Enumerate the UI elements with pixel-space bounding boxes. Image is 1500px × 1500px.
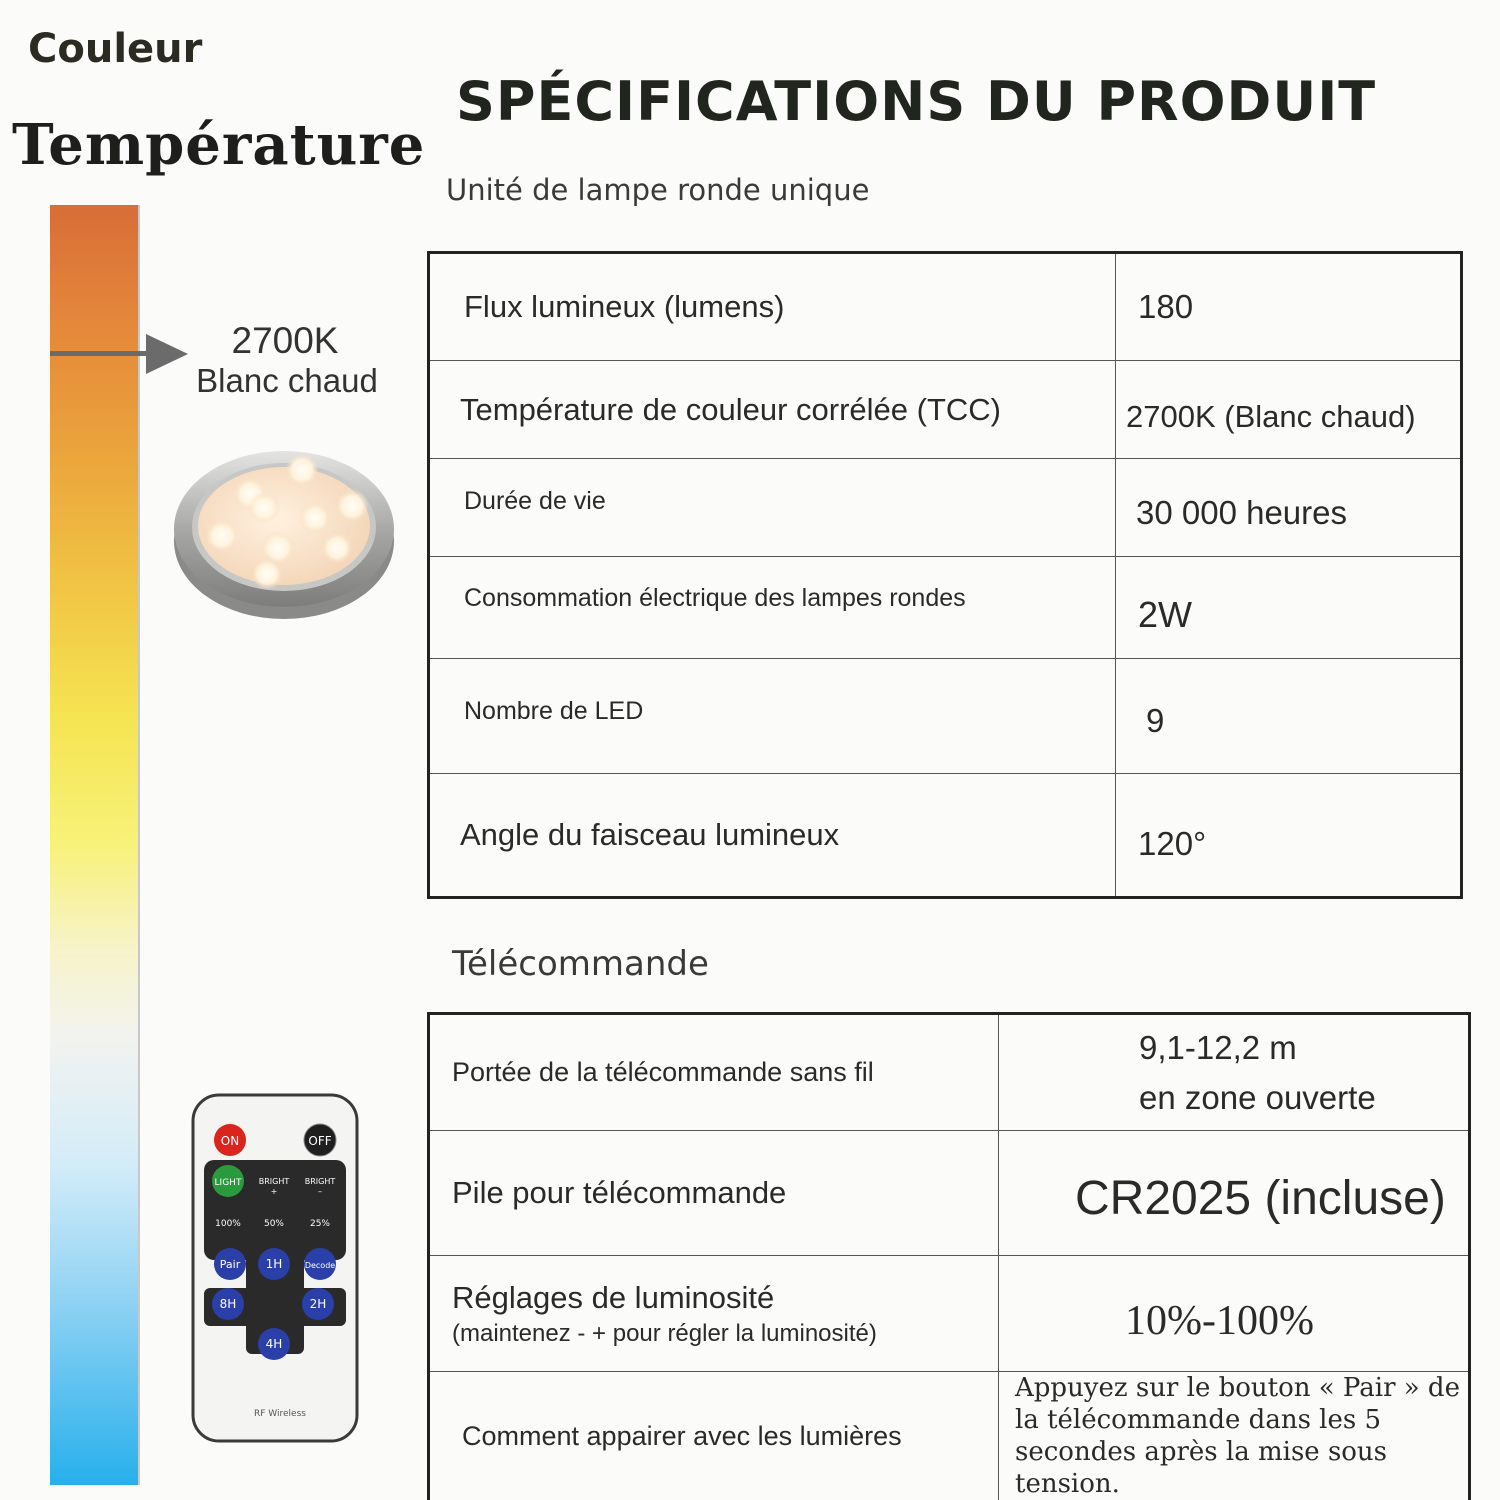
remote-brand-label: RF Wireless [254, 1409, 306, 1419]
table-row [429, 774, 1462, 898]
spec-label: Consommation électrique des lampes rondes [429, 557, 1116, 659]
round-led-lamp-image [172, 436, 396, 622]
table-row [429, 1256, 1470, 1372]
spec-label-sub: (maintenez - + pour régler la luminosité) [452, 1319, 877, 1347]
spec-value: 2700K (Blanc chaud) [1116, 361, 1462, 459]
color-temperature-gradient-bar [50, 205, 140, 1485]
light-button-label: LIGHT [214, 1178, 242, 1188]
temperature-label: Température [12, 112, 426, 178]
table-row [429, 253, 1462, 361]
spec-label: Pile pour télécommande [429, 1131, 999, 1256]
marker-kelvin-value: 2700K [231, 320, 339, 361]
lamp-spec-table [427, 251, 1463, 899]
bright-plus-label: BRIGHT [258, 1177, 290, 1186]
table-row [429, 557, 1462, 659]
spec-label: Angle du faisceau lumineux [429, 774, 1116, 898]
remote-spec-table [427, 1012, 1471, 1500]
table-row [429, 659, 1462, 774]
spec-value: 9 [1116, 659, 1462, 774]
remote-control-image [190, 1092, 360, 1444]
page-title: SPÉCIFICATIONS DU PRODUIT [456, 70, 1377, 133]
spec-value: 2W [1116, 557, 1462, 659]
table-row [429, 1131, 1470, 1256]
off-button-label: OFF [308, 1134, 332, 1148]
spec-value: Appuyez sur le bouton « Pair » de la télécommande dans les 5 secondes après la mise sous tension. [999, 1372, 1470, 1500]
p25-label: 25% [309, 1219, 331, 1229]
spec-value: 120° [1116, 774, 1462, 898]
pair-button-label: Pair [219, 1258, 241, 1271]
bright-minus-label: BRIGHT [304, 1177, 336, 1186]
table-row [429, 459, 1462, 557]
p100-label: 100% [215, 1219, 241, 1229]
spec-value: 10%-100% [999, 1256, 1470, 1372]
spec-value [999, 1014, 1470, 1131]
spec-label: Flux lumineux (lumens) [429, 253, 1116, 361]
spec-value: 180 [1116, 253, 1462, 361]
decode-button-label: Decode [304, 1261, 336, 1270]
1h-button-label: 1H [265, 1257, 283, 1271]
8h-button-label: 8H [219, 1297, 237, 1311]
spec-label: Portée de la télécommande sans fil [429, 1014, 999, 1131]
spec-value: 30 000 heures [1116, 459, 1462, 557]
lamp-section-subtitle: Unité de lampe ronde unique [446, 173, 870, 207]
bright-plus-sign: + [270, 1187, 278, 1196]
2h-button-label: 2H [309, 1297, 327, 1311]
spec-label: Nombre de LED [429, 659, 1116, 774]
spec-label [429, 1256, 999, 1372]
color-label: Couleur [28, 26, 203, 72]
bright-minus-sign: – [318, 1187, 322, 1196]
table-row [429, 361, 1462, 459]
marker-color-name: Blanc chaud [196, 362, 378, 399]
p50-label: 50% [263, 1219, 285, 1229]
table-row [429, 1014, 1470, 1131]
4h-button-label: 4H [265, 1337, 283, 1351]
spec-label-main: Réglages de luminosité [452, 1279, 775, 1315]
spec-label: Durée de vie [429, 459, 1116, 557]
spec-value: CR2025 (incluse) [999, 1131, 1470, 1256]
spec-value-line1: 9,1-12,2 m [1139, 1028, 1297, 1066]
remote-section-subtitle: Télécommande [452, 944, 709, 984]
spec-label: Comment appairer avec les lumières [429, 1372, 999, 1500]
spec-value-line2: en zone ouverte [1139, 1078, 1376, 1116]
spec-label: Température de couleur corrélée (TCC) [429, 361, 1116, 459]
on-button-label: ON [220, 1134, 240, 1148]
table-row [429, 1372, 1470, 1500]
